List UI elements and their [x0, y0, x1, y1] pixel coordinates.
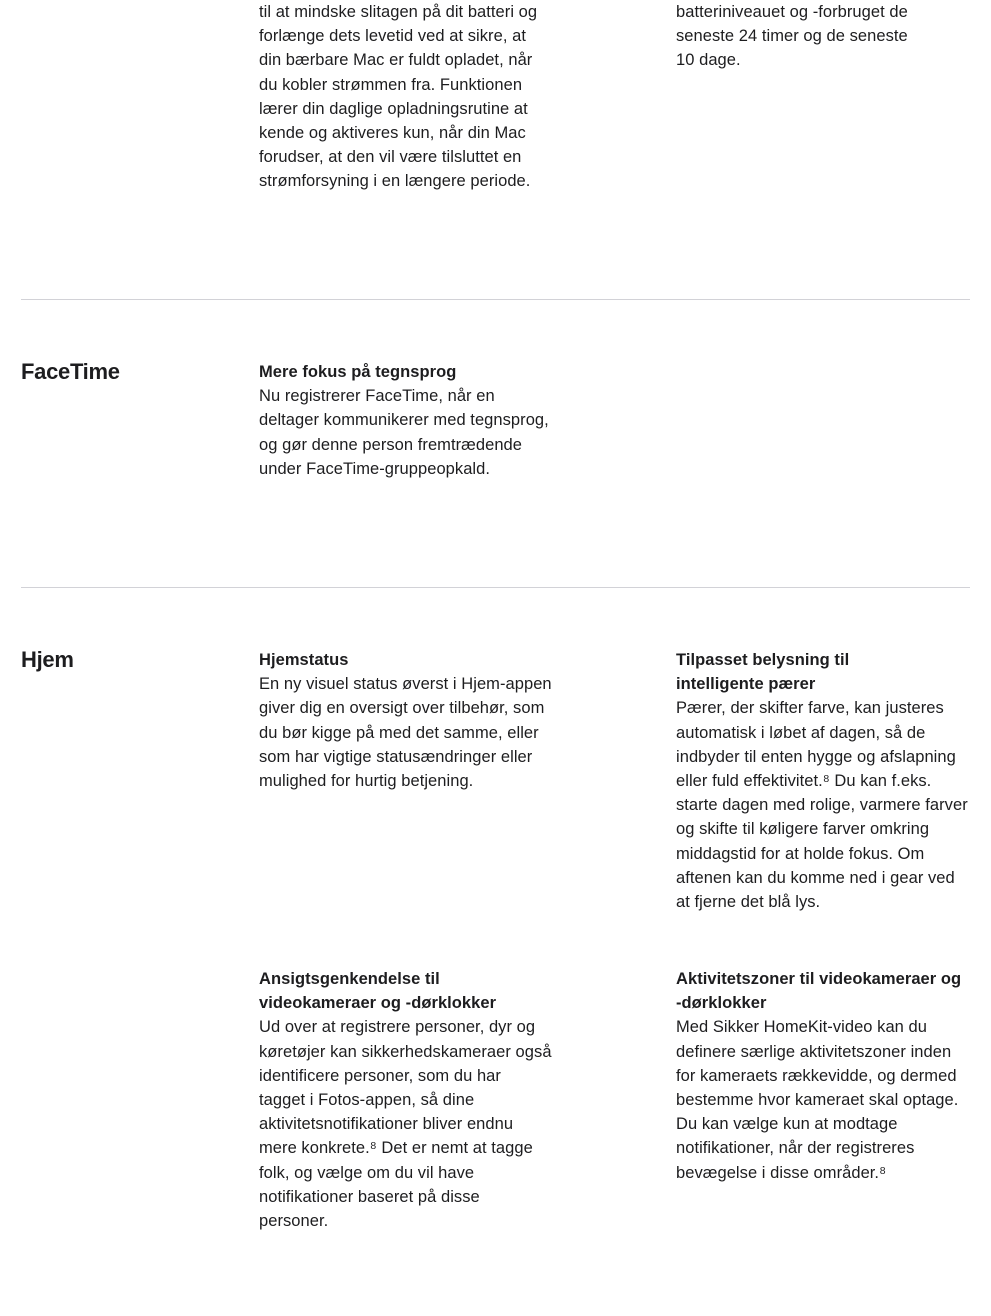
- battery-charging-text: [259, 0, 559, 194]
- battery-usage-text: [676, 0, 976, 73]
- section-divider: [21, 587, 970, 588]
- battery-charging-body: til at mindske slitagen på dit batteri og forlænge dets levetid ved at sikre, at din bærbare Mac er fuldt opladet, når du kobler strømmen fra. Funktionen lærer din daglige opladningsrutine at kende og aktiveres kun, når din Mac forudser, at den vil være tilsluttet en strømforsyning i en længere periode.: [259, 3, 538, 191]
- feature-home-status: [259, 648, 559, 793]
- feature-body: Nu registrerer FaceTime, når en deltager kommunikerer med tegnsprog, og gør denne person fremtrædende under FaceTime-gruppeopkald.: [259, 387, 549, 478]
- battery-usage-body: batteriniveauet og -forbruget de seneste 24 timer og de seneste 10 dage.: [676, 3, 908, 70]
- feature-body: Pærer, der skifter farve, kan justeres automatisk i løbet af dagen, så de indbyder til enten hygge og afslapning eller fuld effektivitet.⁸ Du kan f.eks. starte dagen med rolige, varmere farver og skifte til køligere farver omkring middagstid for at holde fokus. Om aftenen kan du komme ned i gear ved at fjerne det blå lys.: [676, 699, 968, 912]
- feature-body: Ud over at registrere personer, dyr og køretøjer kan sikkerhedskameraer også identificere personer, som du har tagget i Fotos-appen, så dine aktivitetsnotifikationer bliver endnu mere konkrete.⁸ Det er nemt at tagge folk, og vælge om du vil have notifikationer baseret på disse personer.: [259, 1018, 552, 1231]
- feature-face-recognition: [259, 967, 559, 1233]
- feature-adaptive-lighting: [676, 648, 976, 914]
- feature-body: Med Sikker HomeKit-video kan du definere særlige aktivitetszoner inden for kameraets rækkevidde, og dermed bestemme hvor kameraet skal optage. Du kan vælge kun at modtage notifikationer, når der registreres bevægelse i disse områder.⁸: [676, 1018, 959, 1182]
- feature-heading: Tilpasset belysning til intelligente pærer: [676, 651, 850, 694]
- section-title-facetime: FaceTime: [21, 359, 120, 384]
- feature-heading: Hjemstatus: [259, 651, 349, 669]
- feature-activity-zones: [676, 967, 976, 1185]
- feature-heading: Ansigtsgenkendelse til videokameraer og -dørklokker: [259, 970, 497, 1013]
- feature-heading: Aktivitetszoner til videokameraer og -dørklokker: [676, 970, 962, 1013]
- section-divider: [21, 299, 970, 300]
- feature-body: En ny visuel status øverst i Hjem-appen giver dig en oversigt over tilbehør, som du bør kigge på med det samme, eller som har vigtige statusændringer eller mulighed for hurtig betjening.: [259, 675, 552, 791]
- section-title-hjem: Hjem: [21, 647, 74, 672]
- feature-sign-language: [259, 360, 559, 481]
- feature-heading: Mere fokus på tegnsprog: [259, 363, 457, 381]
